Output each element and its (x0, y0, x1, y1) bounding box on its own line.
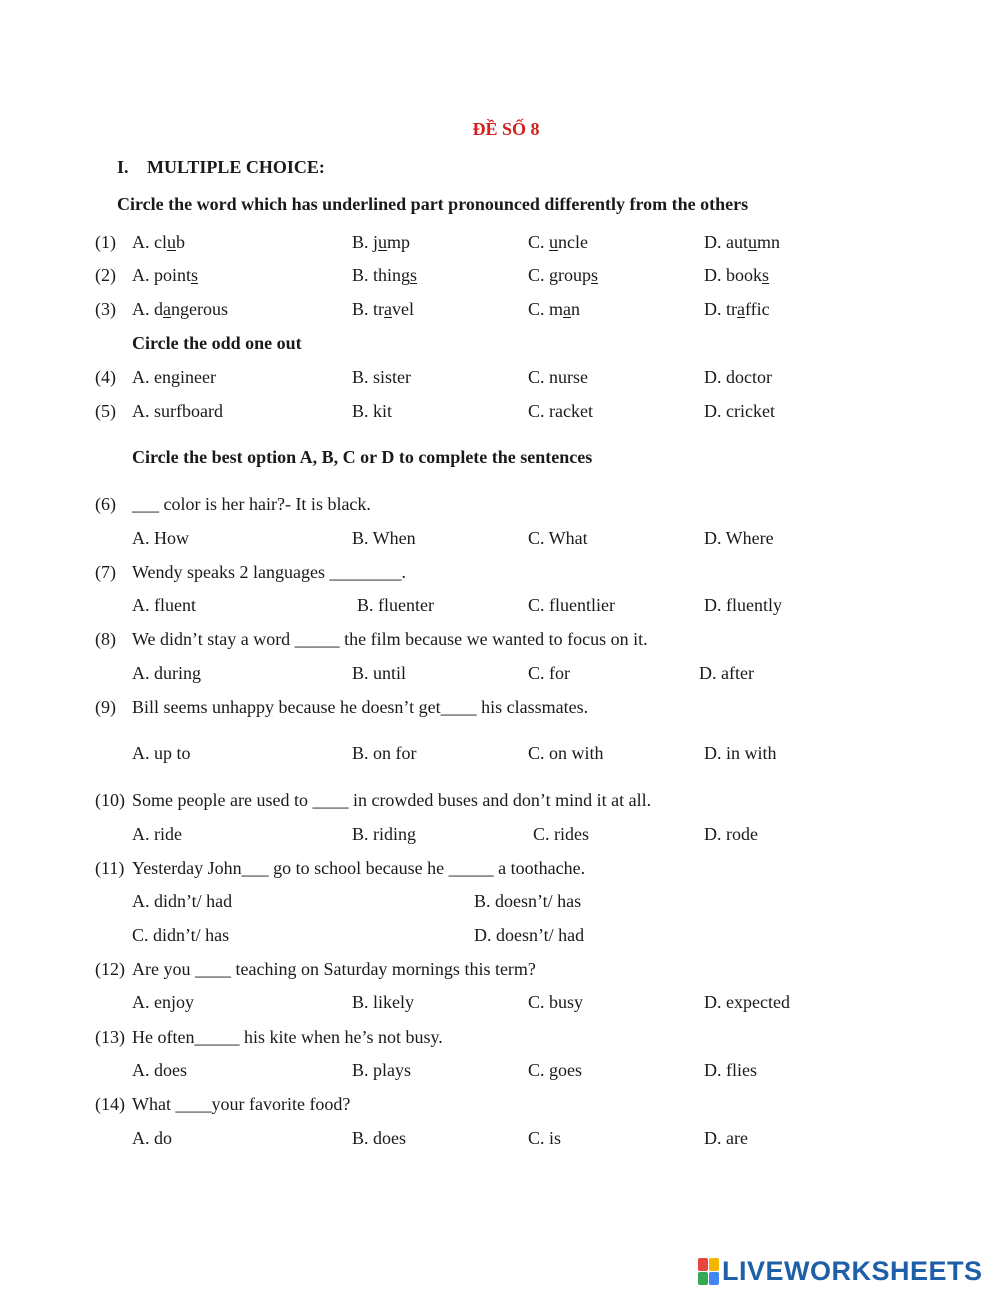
answer-option: D. fluently (704, 595, 782, 615)
answer-option: D. books (704, 265, 770, 285)
answer-option: C. busy (528, 992, 584, 1012)
logo-cubes-icon (698, 1258, 719, 1285)
answer-option: D. in with (704, 743, 777, 763)
answer-option: A. during (132, 663, 201, 683)
answer-option: A. How (132, 528, 189, 548)
answer-option: B. jump (352, 232, 411, 252)
answer-option: B. riding (352, 824, 417, 844)
instruction-best-option: Circle the best option A, B, C or D to complete the sentences (132, 447, 593, 467)
question-number: (3) (95, 299, 116, 319)
liveworksheets-logo (698, 1256, 983, 1286)
answer-option: A. ride (132, 824, 182, 844)
underlined-letter: s (410, 265, 418, 285)
answer-option: A. surfboard (132, 401, 223, 421)
answer-option: B. plays (352, 1060, 412, 1080)
answer-option: A. dangerous (132, 299, 228, 319)
answer-option: C. nurse (528, 367, 588, 387)
underlined-letter: u (748, 232, 757, 252)
answer-option: C. didn’t/ has (132, 925, 230, 945)
underlined-letter: a (737, 299, 745, 319)
answer-option: B. doesn’t/ has (474, 891, 582, 911)
answer-option: C. racket (528, 401, 593, 421)
underlined-letter: u (167, 232, 176, 252)
underlined-letter: u (378, 232, 388, 252)
answer-option: D. cricket (704, 401, 775, 421)
answer-option: B. on for (352, 743, 417, 763)
underlined-letter: a (163, 299, 171, 319)
question-text: Are you ____ teaching on Saturday mornings this term? (132, 959, 536, 979)
underlined-letter: a (563, 299, 572, 319)
question-number: (12) (95, 959, 125, 979)
question-text: What ____your favorite food? (132, 1094, 351, 1114)
answer-option: A. enjoy (132, 992, 194, 1012)
answer-option: A. up to (132, 743, 191, 763)
question-number: (2) (95, 265, 116, 285)
logo-cube (698, 1258, 708, 1271)
section-title: MULTIPLE CHOICE: (147, 157, 325, 177)
question-number: (10) (95, 790, 125, 810)
answer-option: B. likely (352, 992, 414, 1012)
answer-option: C. goes (528, 1060, 582, 1080)
answer-option: D. doctor (704, 367, 772, 387)
answer-option: D. doesn’t/ had (474, 925, 585, 945)
answer-option: B. kit (352, 401, 393, 421)
answer-option: A. engineer (132, 367, 216, 387)
answer-option: C. for (528, 663, 570, 683)
answer-option: A. club (132, 232, 185, 252)
answer-option: C. groups (528, 265, 599, 285)
answer-option: B. travel (352, 299, 415, 319)
question-number: (1) (95, 232, 116, 252)
question-text: Wendy speaks 2 languages ________. (132, 562, 406, 582)
answer-option: B. until (352, 663, 407, 683)
answer-option: C. What (528, 528, 588, 548)
underlined-letter: a (384, 299, 393, 319)
answer-option: A. does (132, 1060, 187, 1080)
answer-option: D. after (699, 663, 754, 683)
answer-option: C. man (528, 299, 581, 319)
answer-option: C. uncle (528, 232, 588, 252)
answer-option: A. fluent (132, 595, 196, 615)
underlined-letter: s (591, 265, 599, 285)
instruction-pronunciation: Circle the word which has underlined part pronounced differently from the others (117, 194, 749, 214)
page-title: ĐỀ SỐ 8 (472, 119, 540, 139)
logo-cube (709, 1258, 719, 1271)
underlined-letter: u (549, 232, 559, 252)
logo-cube (709, 1272, 719, 1285)
logo-cube (698, 1272, 708, 1285)
answer-option: B. things (352, 265, 418, 285)
answer-option: B. does (352, 1128, 406, 1148)
answer-option: C. rides (533, 824, 589, 844)
question-text: Yesterday John___ go to school because he _____ a toothache. (132, 858, 586, 878)
answer-option: D. autumn (704, 232, 781, 252)
answer-option: A. points (132, 265, 199, 285)
answer-option: B. sister (352, 367, 412, 387)
question-text: We didn’t stay a word _____ the film because we wanted to focus on it. (132, 629, 648, 649)
brand-name: LIVEWORKSHEETS (722, 1255, 983, 1286)
question-number: (6) (95, 494, 116, 514)
answer-option: D. expected (704, 992, 790, 1012)
answer-option: B. fluenter (357, 595, 434, 615)
question-number: (8) (95, 629, 116, 649)
question-number: (11) (95, 858, 125, 878)
underlined-letter: s (191, 265, 199, 285)
question-number: (7) (95, 562, 116, 582)
answer-option: D. traffic (704, 299, 770, 319)
answer-option: B. When (352, 528, 416, 548)
question-text: Some people are used to ____ in crowded buses and don’t mind it at all. (132, 790, 652, 810)
question-number: (14) (95, 1094, 125, 1114)
question-number: (4) (95, 367, 116, 387)
underlined-letter: s (762, 265, 770, 285)
instruction-odd-one-out: Circle the odd one out (132, 333, 302, 353)
answer-option: D. are (704, 1128, 748, 1148)
question-text: Bill seems unhappy because he doesn’t get____ his classmates. (132, 697, 589, 717)
answer-option: D. flies (704, 1060, 757, 1080)
answer-option: A. do (132, 1128, 172, 1148)
answer-option: C. fluentlier (528, 595, 615, 615)
question-number: (5) (95, 401, 116, 421)
question-number: (9) (95, 697, 116, 717)
question-text: He often_____ his kite when he’s not busy. (132, 1027, 443, 1047)
question-number: (13) (95, 1027, 125, 1047)
answer-option: C. on with (528, 743, 604, 763)
answer-option: D. rode (704, 824, 758, 844)
section-number: I. (117, 157, 129, 177)
answer-option: A. didn’t/ had (132, 891, 233, 911)
answer-option: C. is (528, 1128, 562, 1148)
question-text: ___ color is her hair?- It is black. (132, 494, 371, 514)
answer-option: D. Where (704, 528, 774, 548)
